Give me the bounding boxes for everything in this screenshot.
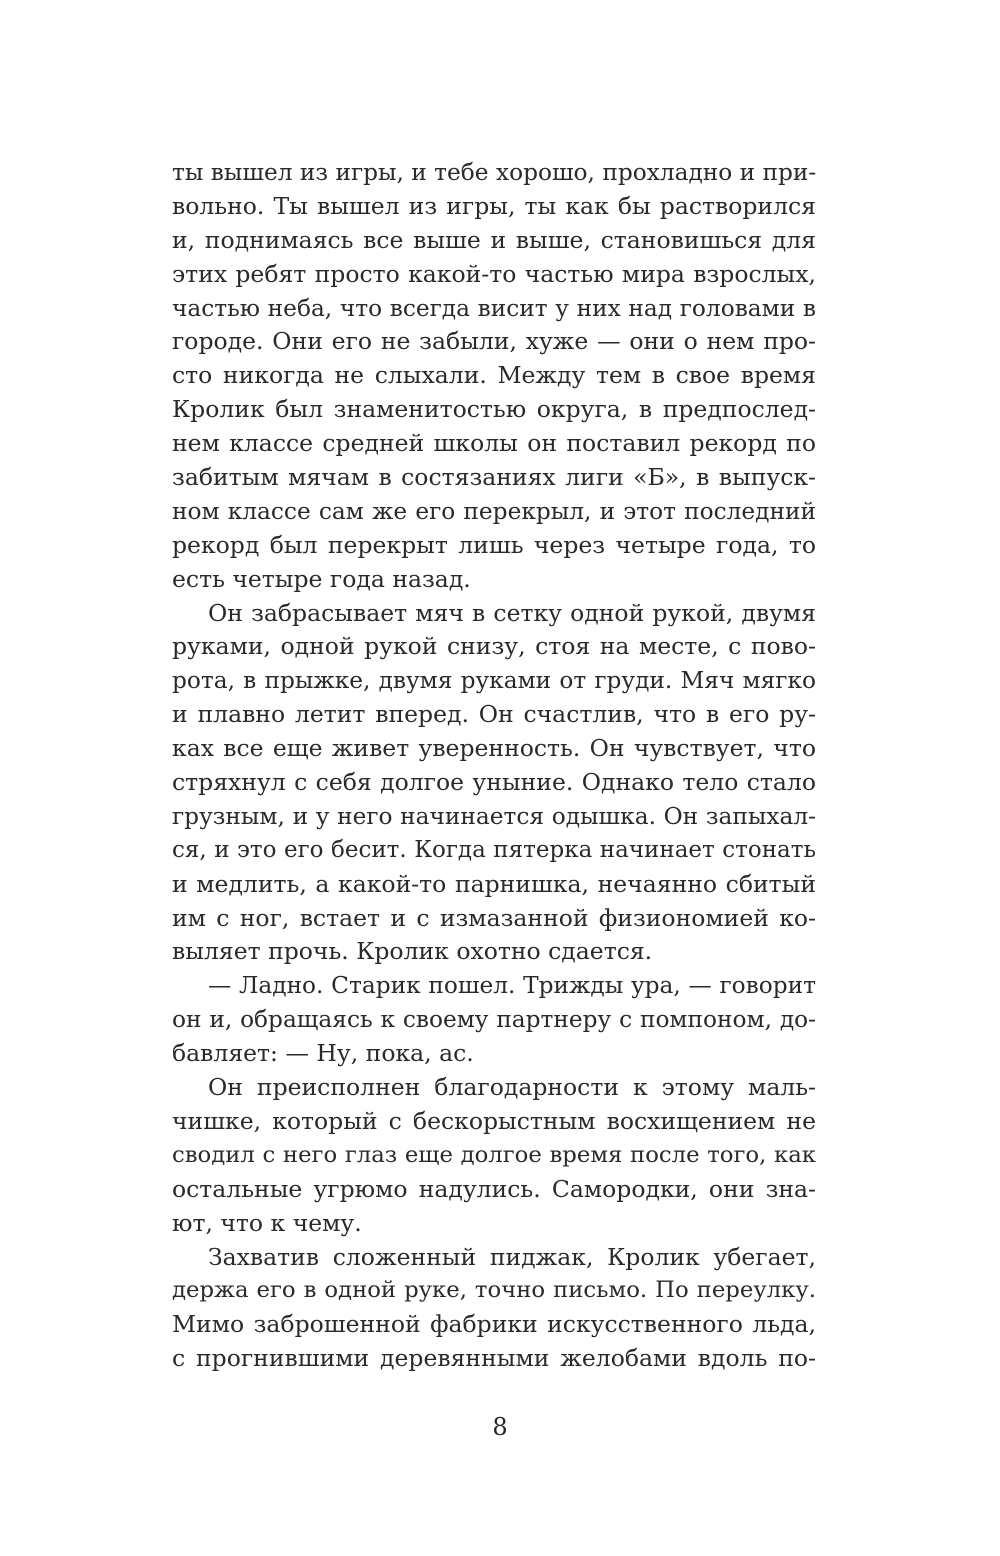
text-line: городе. Они его не забыли, хуже — они о нем про- [172, 327, 816, 356]
paragraph [172, 1071, 816, 1240]
text-line: грузным, и у него начинается одышка. Он запыхал- [172, 802, 816, 830]
body-text [172, 156, 816, 1376]
text-line: этих ребят просто какой-то частью мира взрослых, [172, 259, 816, 288]
text-line: Он преисполнен благодарности к этому маль- [208, 1073, 816, 1102]
text-line: руками, одной рукой снизу, стоя на месте, с пово- [172, 632, 816, 661]
text-line: забитым мячам в состязаниях лиги «Б», в выпуск- [172, 463, 816, 492]
text-line: сводил с него глаз еще долгое время после того, как [172, 1141, 816, 1168]
text-line: и, поднимаясь все выше и выше, становишься для [172, 225, 816, 254]
text-line: стряхнул с себя долгое уныние. Однако тело стало [172, 768, 816, 797]
paragraph [172, 969, 816, 1071]
text-line: Захватив сложенный пиджак, Кролик убегает, [208, 1242, 816, 1271]
text-line: ют, что к чему. [172, 1208, 362, 1237]
text-line: он и, обращаясь к своему партнеру с помпоном, до- [172, 1006, 816, 1034]
text-line: рота, в прыжке, двумя руками от груди. Мяч мягко [172, 667, 816, 695]
text-line: частью неба, что всегда висит у них над головами в [172, 294, 816, 322]
text-line: сто никогда не слыхали. Между тем в свое время [172, 361, 816, 390]
text-line: с прогнившими деревянными желобами вдоль по- [172, 1344, 816, 1373]
text-line: остальные угрюмо надулись. Самородки, они зна- [172, 1174, 816, 1203]
text-line: Он забрасывает мяч в сетку одной рукой, двумя [208, 598, 816, 627]
paragraph [172, 156, 816, 597]
text-line: есть четыре года назад. [172, 564, 471, 593]
page-number: 8 [492, 1413, 508, 1441]
text-line: Мимо заброшенной фабрики искусственного льда, [172, 1310, 816, 1339]
text-line: им с ног, встает и с измазанной физиономией ко- [172, 903, 816, 932]
text-line: вольно. Ты вышел из игры, ты как бы растворился [172, 191, 816, 220]
paragraph [172, 1241, 816, 1377]
text-line: ся, и это его бесит. Когда пятерка начинает стонать [172, 836, 816, 863]
text-line: Кролик был знаменитостью округа, в предпослед- [172, 395, 816, 424]
text-line: нем классе средней школы он поставил рекорд по [172, 429, 816, 458]
text-line: и медлить, а какой-то парнишка, нечаянно сбитый [172, 869, 816, 898]
text-line: выляет прочь. Кролик охотно сдается. [172, 937, 653, 966]
text-line: рекорд был перекрыт лишь через четыре года, то [172, 530, 816, 559]
text-line: чишке, который с бескорыстным восхищением не [172, 1106, 816, 1135]
text-line: ном классе сам же его перекрыл, и этот последний [172, 497, 816, 525]
text-line: — Ладно. Старик пошел. Трижды ура, — говорит [208, 972, 816, 1000]
paragraph [172, 597, 816, 970]
text-line: ках все еще живет уверенность. Он чувствует, что [172, 734, 816, 763]
text-line: держа его в одной руке, точно письмо. По переулку. [172, 1277, 816, 1304]
text-line: ты вышел из игры, и тебе хорошо, прохладно и при- [172, 159, 817, 186]
text-line: бавляет: — Ну, пока, ас. [172, 1039, 474, 1068]
text-line: и плавно летит вперед. Он счастлив, что в его ру- [172, 700, 816, 729]
